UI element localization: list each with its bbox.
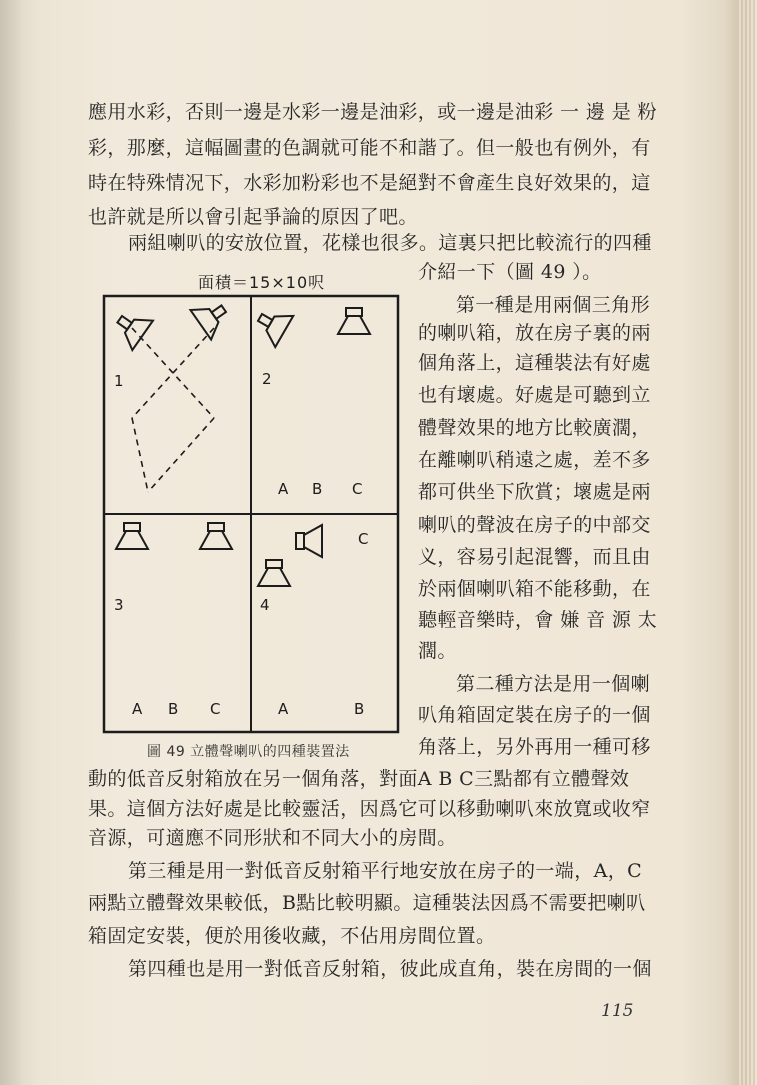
- page-edge: [737, 0, 757, 1085]
- text-line: 兩組喇叭的安放位置，花樣也很多。這裏只把比較流行的四種: [128, 232, 652, 254]
- page-number: 115: [601, 1001, 634, 1021]
- point-label: C: [210, 700, 221, 718]
- figure-title: 面積＝15×10呎: [198, 273, 326, 292]
- text-line: 第二種方法是用一個喇: [456, 673, 651, 695]
- text-line: 動的低音反射箱放在另一個角落，對面A B C三點都有立體聲效: [88, 768, 630, 790]
- text-line: 個角落上，這種裝法有好處: [418, 352, 651, 374]
- bass-reflex-speaker-icon: [296, 525, 322, 557]
- corner-speaker-icon: [251, 302, 293, 347]
- bass-reflex-speaker-icon: [258, 560, 290, 586]
- sound-path-lines: [132, 328, 214, 492]
- text-line: 時在特殊情况下，水彩加粉彩也不是絕對不會產生良好效果的，這: [88, 172, 651, 194]
- point-label: A: [278, 700, 289, 718]
- quadrant-label-4: 4: [260, 596, 270, 614]
- point-label: B: [312, 480, 323, 498]
- figure-caption: 圖 49 立體聲喇叭的四種裝置法: [147, 744, 350, 760]
- point-label: A: [132, 700, 143, 718]
- text-line: 义，容易引起混響，而且由: [418, 546, 651, 568]
- text-line: 濶。: [418, 640, 457, 662]
- quadrant-label-3: 3: [114, 596, 124, 614]
- bass-reflex-speaker-icon: [116, 523, 148, 549]
- text-line: 角落上，另外再用一種可移: [418, 736, 651, 758]
- corner-speaker-icon: [190, 294, 234, 340]
- text-line: 音源，可適應不同形狀和不同大小的房間。: [88, 827, 457, 849]
- point-label: C: [358, 530, 369, 548]
- text-line: 的喇叭箱，放在房子裏的兩: [418, 322, 651, 344]
- text-line: 第四種也是用一對低音反射箱，彼此成直角，裝在房間的一個: [128, 958, 652, 980]
- text-line: 體聲效果的地方比較廣濶，: [418, 417, 651, 439]
- text-line: 也許就是所以會引起爭論的原因了吧。: [88, 206, 418, 228]
- text-line: 在離喇叭稍遠之處，差不多: [418, 449, 651, 471]
- text-line: 第三種是用一對低音反射箱平行地安放在房子的一端，A，C: [128, 860, 643, 882]
- point-label: B: [168, 700, 179, 718]
- point-label: B: [354, 700, 365, 718]
- text-line: 第一種是用兩個三角形: [456, 294, 651, 316]
- text-line: 都可供坐下欣賞；壞處是兩: [418, 481, 651, 503]
- text-line: 應用水彩，否則一邊是水彩一邊是油彩，或一邊是油彩 一 邊 是 粉: [88, 101, 657, 123]
- bass-reflex-speaker-icon: [338, 308, 370, 334]
- point-label: A: [278, 480, 289, 498]
- speaker-placement-figure: [102, 268, 402, 736]
- bass-reflex-speaker-icon: [200, 523, 232, 549]
- text-line: 聽輕音樂時，會 嫌 音 源 太: [418, 609, 658, 631]
- text-line: 果。這個方法好處是比較靈活，因爲它可以移動喇叭來放寬或收窄: [88, 798, 651, 820]
- text-line: 彩，那麼，這幅圖畫的色調就可能不和諧了。但一般也有例外，有: [88, 137, 651, 159]
- quadrant-label-2: 2: [262, 370, 272, 388]
- quadrant-label-1: 1: [114, 372, 124, 390]
- text-line: 箱固定安裝，便於用後收藏，不佔用房間位置。: [88, 925, 496, 947]
- text-line: 也有壞處。好處是可聽到立: [418, 384, 651, 406]
- book-spine-shadow: [0, 0, 22, 1085]
- text-line: 於兩個喇叭箱不能移動，在: [418, 578, 651, 600]
- text-line: 叭角箱固定裝在房子的一個: [418, 704, 651, 726]
- text-line: 兩點立體聲效果較低，B點比較明顯。這種裝法因爲不需要把喇叭: [88, 892, 646, 914]
- text-line: 介紹一下（圖 49 ）。: [418, 261, 602, 283]
- corner-speaker-icon: [109, 305, 153, 351]
- text-line: 喇叭的聲波在房子的中部交: [418, 514, 651, 536]
- point-label: C: [352, 480, 363, 498]
